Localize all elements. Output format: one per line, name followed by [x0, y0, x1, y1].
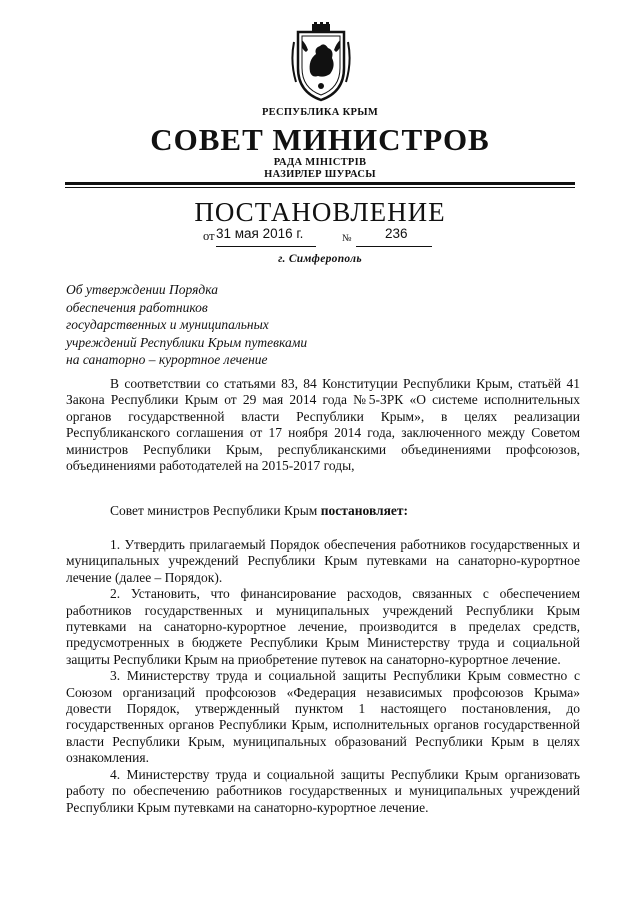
- point-2: 2. Установить, что финансирование расходов, связанных с обеспечением работников государственных и муниципальных учреждений Республики Крым путевками на санаторно-курортное лечение, производится в пределах средств, предусмотренных в бюджете Республики Крым Министерству труда и социальной защиты Республики Крым на приобретение путевок на санаторно-курортное лечение.: [66, 586, 580, 667]
- resolution-points: [66, 537, 580, 816]
- number-underline: [356, 246, 432, 247]
- document-type: ПОСТАНОВЛЕНИЕ: [194, 197, 446, 227]
- point-4: 4. Министерству труда и социальной защиты Республики Крым организовать работу по обеспечению работников государственных и муниципальных учреждений Республики Крым путевками на санаторно-курортное лечение.: [66, 766, 580, 815]
- subject-line: учреждений Республики Крым путевками: [66, 334, 308, 350]
- date-underline: [216, 246, 316, 247]
- resolution-verb: постановляет:: [320, 503, 409, 518]
- document-subject: [66, 281, 386, 369]
- preamble-text: В соответствии со статьями 83, 84 Конституции Республики Крым, статьёй 41 Закона Республики Крым от 29 мая 2014 года №5-ЗРК «О системе исполнительных органов государственной власти Республики Крым», в целях реализации Республиканского соглашения от 17 ноября 2014 года, заключенного между Советом министров Республики Крым, республиканскими объединениями профсоюзов, объединениями работодателей на 2015-2017 годы,: [66, 376, 580, 474]
- council-title: СОВЕТ МИНИСТРОВ: [150, 122, 490, 157]
- header-divider-thin: [65, 187, 575, 188]
- subject-line: на санаторно – курортное лечение: [66, 352, 268, 367]
- document-city: г. Симферополь: [278, 253, 362, 265]
- point-1: 1. Утвердить прилагаемый Порядок обеспечения работников государственных и муниципальных учреждений Республики Крым путевками на санаторно-курортное лечение (далее – Порядок).: [66, 537, 580, 585]
- resolution-paragraph: [66, 503, 580, 519]
- header-divider-thick: [65, 182, 575, 185]
- date-prefix: от: [203, 229, 215, 243]
- document-number: 236: [385, 226, 408, 241]
- council-ua-label: РАДА МІНІСТРІВ: [273, 157, 367, 168]
- coat-of-arms-icon: [290, 22, 352, 102]
- resolution-prefix: Совет министров Республики Крым: [110, 503, 321, 518]
- council-tt-label: НАЗИРЛЕР ШУРАСЫ: [264, 169, 376, 180]
- republic-label: РЕСПУБЛИКА КРЫМ: [261, 107, 379, 118]
- resolution-line: [66, 503, 580, 519]
- subject-line: Об утверждении Порядка: [66, 282, 218, 297]
- document-date: 31 мая 2016 г.: [216, 226, 304, 241]
- subject-line: государственных и муниципальных: [66, 317, 269, 332]
- number-prefix: №: [342, 233, 352, 244]
- point-3: 3. Министерству труда и социальной защиты Республики Крым совместно с Союзом организаций профсоюзов «Федерация независимых профсоюзов Крыма» довести Порядок, утвержденный пунктом 1 настоящего постановления, до государственных органов Республики Крым, исполнительных органов государственной власти Республики Крым, муниципальных образований Республики Крым в целях ознакомления.: [66, 668, 580, 766]
- subject-line: обеспечения работников: [66, 299, 208, 315]
- preamble-paragraph: [66, 376, 580, 474]
